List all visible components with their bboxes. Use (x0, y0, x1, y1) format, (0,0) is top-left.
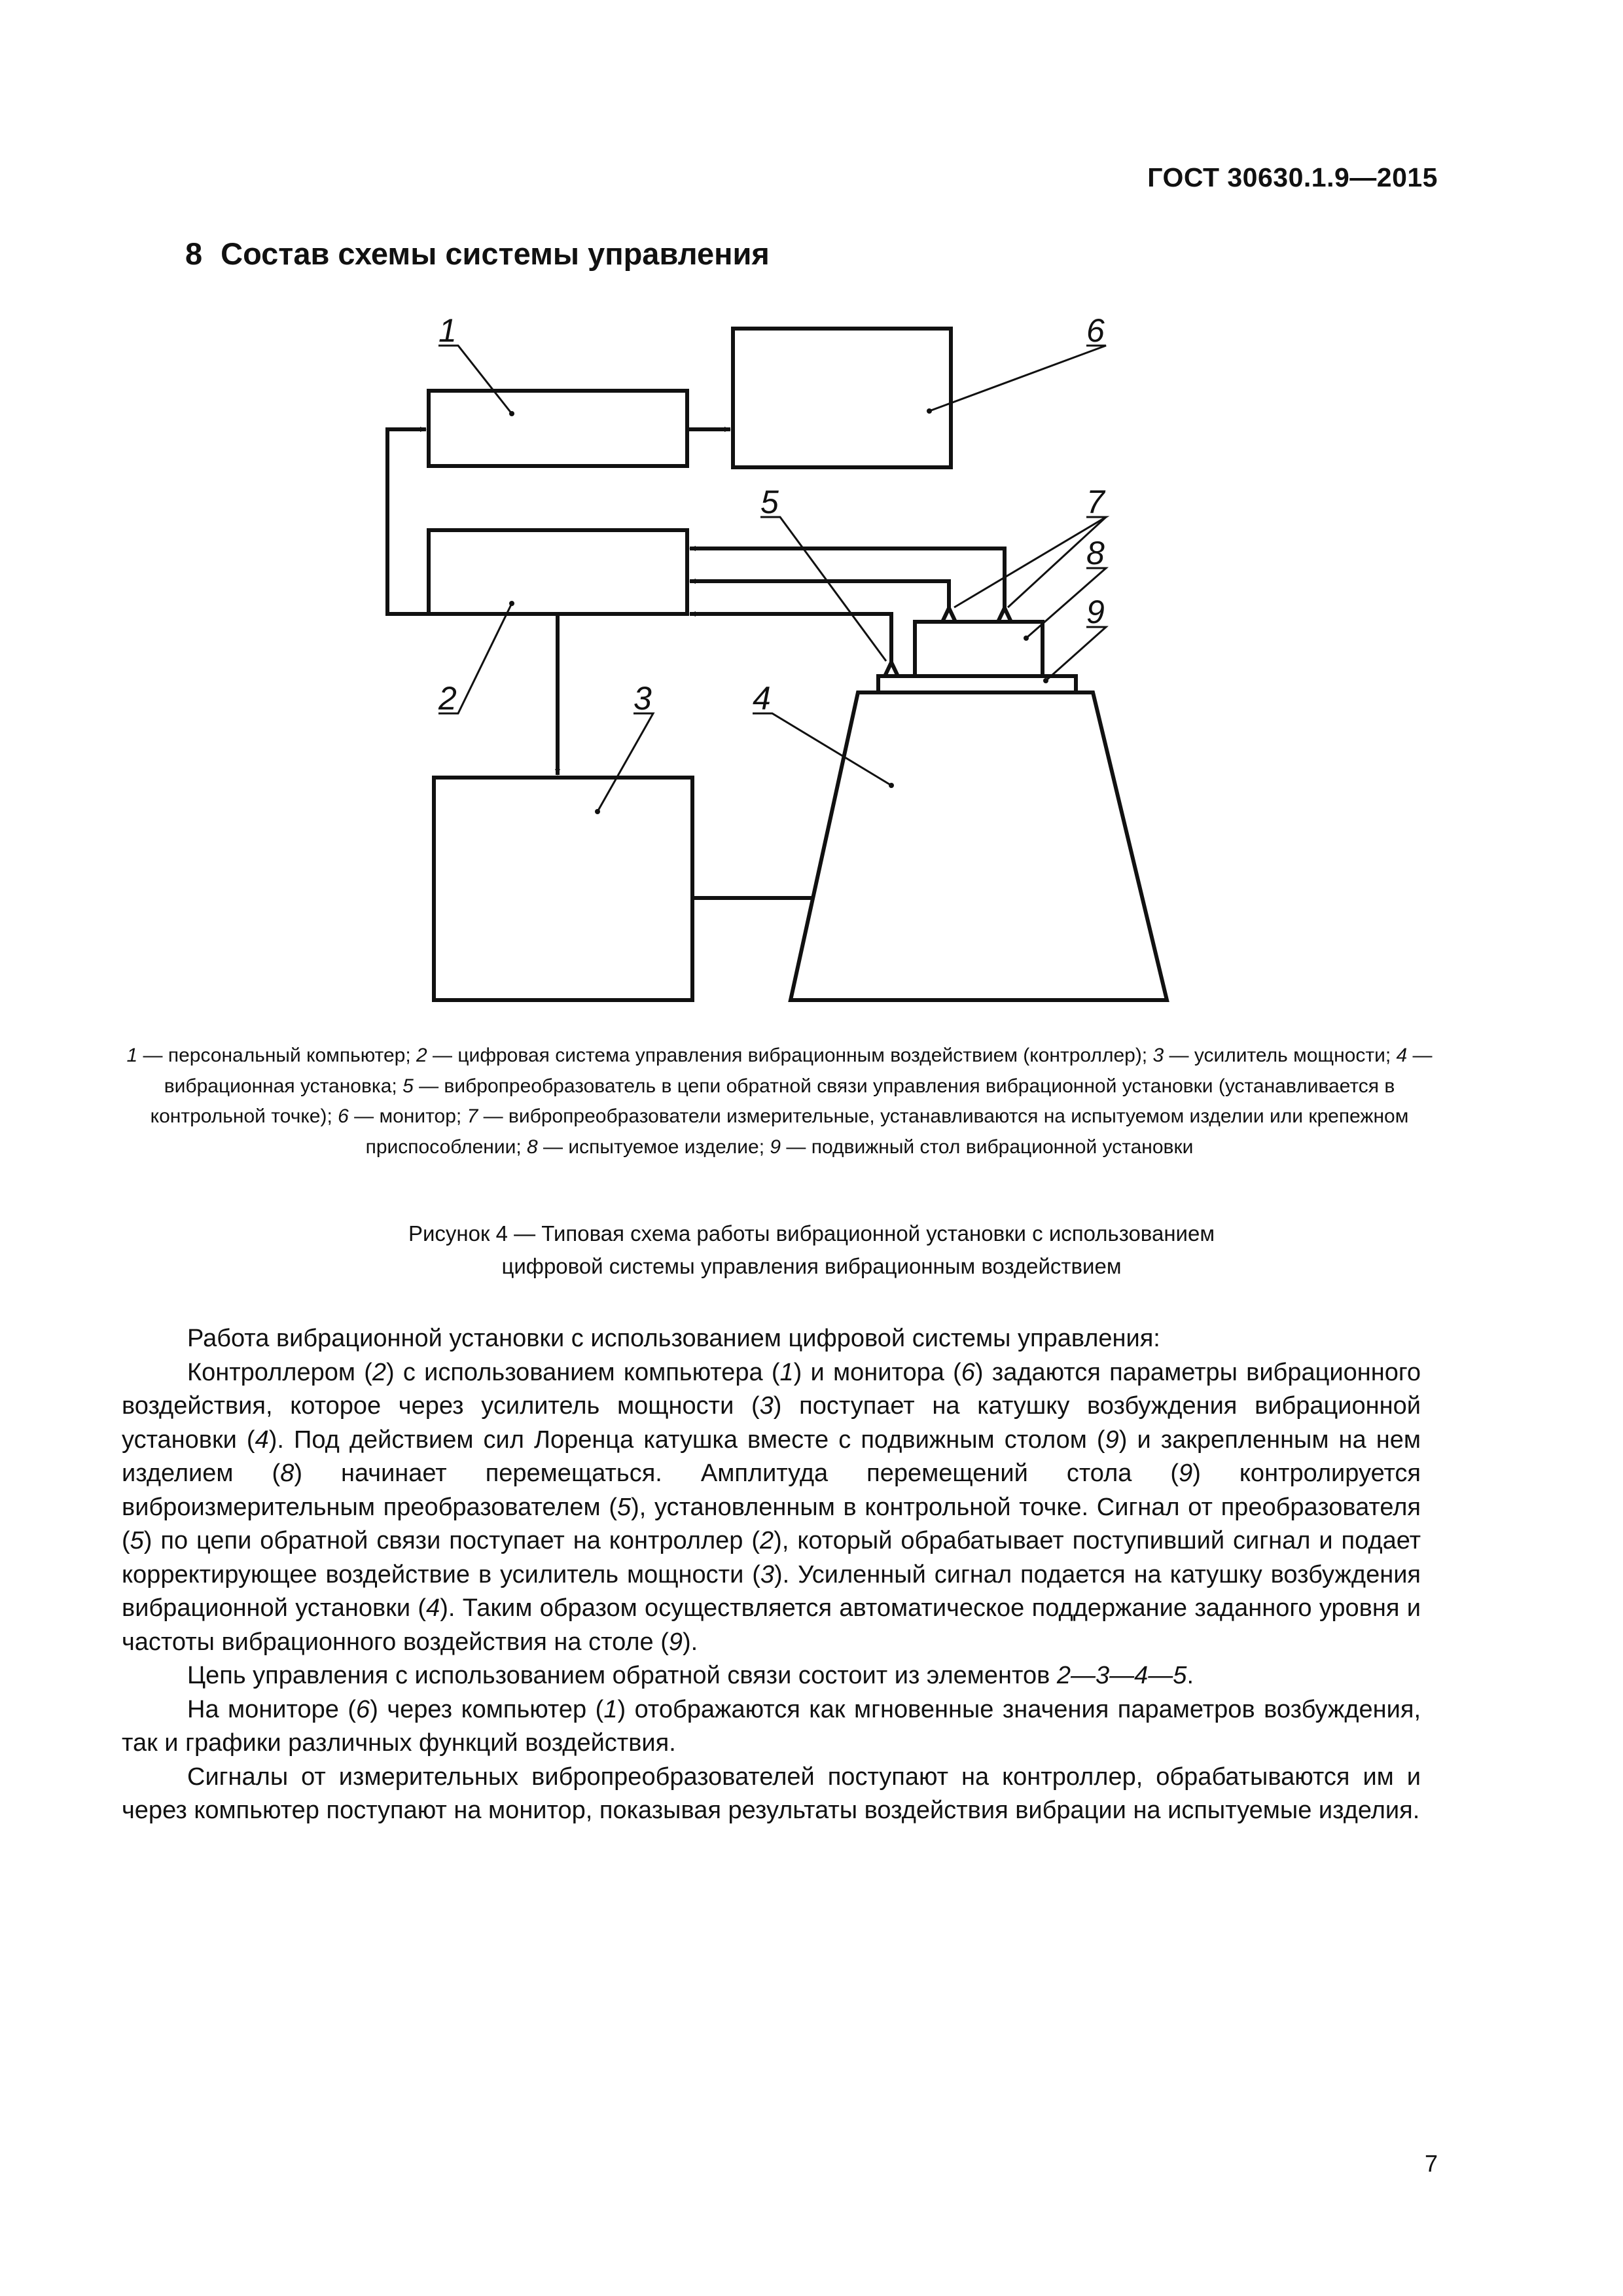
section-title: Состав схемы системы управления (221, 236, 770, 271)
legend-item: 9 — подвижный стол вибрационной установки (770, 1136, 1194, 1158)
control-sensor (885, 662, 898, 676)
document-number: ГОСТ 30630.1.9—2015 (1147, 162, 1438, 192)
legend-item: 3 — усилитель мощности; (1152, 1045, 1397, 1066)
measuring-sensor-b (998, 608, 1011, 622)
measure-line-b (690, 548, 1005, 608)
body-paragraph: Работа вибрационной установки с использованием цифровой системы управления: (187, 1325, 1160, 1352)
leader-6 (929, 346, 1106, 411)
body-paragraph: Сигналы от измерительных вибропреобразователей поступают на контроллер, обрабатываются им и через компьютер поступают на монитор, показывая результаты воздействия вибрации на испытуемые изделия. (122, 1763, 1421, 1824)
legend-item: 6 — монитор; (338, 1105, 467, 1127)
leader-9 (1046, 627, 1106, 681)
label-8: 8 (1086, 535, 1105, 571)
label-2: 2 (438, 680, 457, 717)
feedback-line (690, 614, 891, 662)
label-3: 3 (633, 680, 652, 717)
legend-item: 1 — персональный компьютер; (126, 1045, 417, 1066)
leader-4 (753, 713, 891, 785)
figure-caption (196, 1217, 1427, 1283)
amplifier-block (434, 778, 692, 1000)
caption-line: цифровой системы управления вибрационным воздействием (501, 1254, 1122, 1278)
leader-5 (760, 517, 886, 661)
body-paragraph: Цепь управления с использованием обратной связи состоит из элементов 2—3—4—5. (187, 1662, 1194, 1689)
caption-line: Рисунок 4 — Типовая схема работы вибрационной установки с использованием (408, 1221, 1215, 1246)
measuring-sensor-a (942, 608, 955, 622)
computer-block (429, 391, 687, 466)
section-number: 8 (185, 236, 203, 271)
leader-3 (597, 713, 653, 812)
legend-item: 2 — цифровая система управления вибрационным воздействием (контроллер); (416, 1045, 1153, 1066)
figure-legend (122, 1041, 1437, 1162)
measure-line-a (690, 581, 949, 608)
vibration-installation (791, 692, 1167, 1000)
test-item (915, 622, 1043, 676)
legend-item: 4 — вибрационная установка; (164, 1045, 1433, 1097)
legend-item: 8 — испытуемое изделие; (527, 1136, 770, 1158)
body-paragraph: Контроллером (2) с использованием компьютера (1) и монитора (6) задаются параметры вибрационного воздействия, которое через усилитель мощности (3) поступает на катушку возбуждения вибрационной установки (4). Под действием сил Лоренца катушка вместе с подвижным столом (9) и закрепленным на нем изделием (8) начинает перемещаться. Амплитуда перемещений стола (9) контролируется виброизмерительным преобразователем (5), установленным в контрольной точке. Сигнал от преобразователя (5) по цепи обратной связи поступает на контроллер (2), который обрабатывает поступивший сигнал и подает корректирующее воздействие в усилитель мощности (3). Усиленный сигнал подается на катушку возбуждения вибрационной установки (4). Таким образом осуществляется автоматическое поддержание заданного уровня и частоты вибрационного воздействия на столе (9). (122, 1358, 1421, 1656)
controller-block (429, 530, 687, 614)
leader-7 (954, 517, 1106, 607)
legend-item: 5 — вибропреобразователь в цепи обратной связи управления вибрационной установки (устанавливается в контрольной точке); (150, 1075, 1395, 1127)
body-paragraph: На мониторе (6) через компьютер (1) отображаются как мгновенные значения параметров возбуждения, так и графики различных функций воздействия. (122, 1695, 1421, 1757)
controller-computer-link (387, 429, 429, 614)
label-6: 6 (1086, 312, 1105, 349)
label-9: 9 (1086, 594, 1105, 630)
label-1: 1 (438, 312, 457, 349)
leader-1 (438, 346, 512, 414)
vibration-control-diagram (0, 0, 1623, 1021)
body-text (122, 1322, 1421, 1828)
label-4: 4 (753, 680, 771, 717)
legend-item: 7 — вибропреобразователи измерительные, устанавливаются на испытуемом изделии или крепежном приспособлении; (365, 1105, 1409, 1158)
label-7: 7 (1086, 484, 1105, 520)
label-5: 5 (760, 484, 779, 520)
monitor-block (733, 329, 951, 467)
page-number: 7 (1424, 2150, 1438, 2177)
